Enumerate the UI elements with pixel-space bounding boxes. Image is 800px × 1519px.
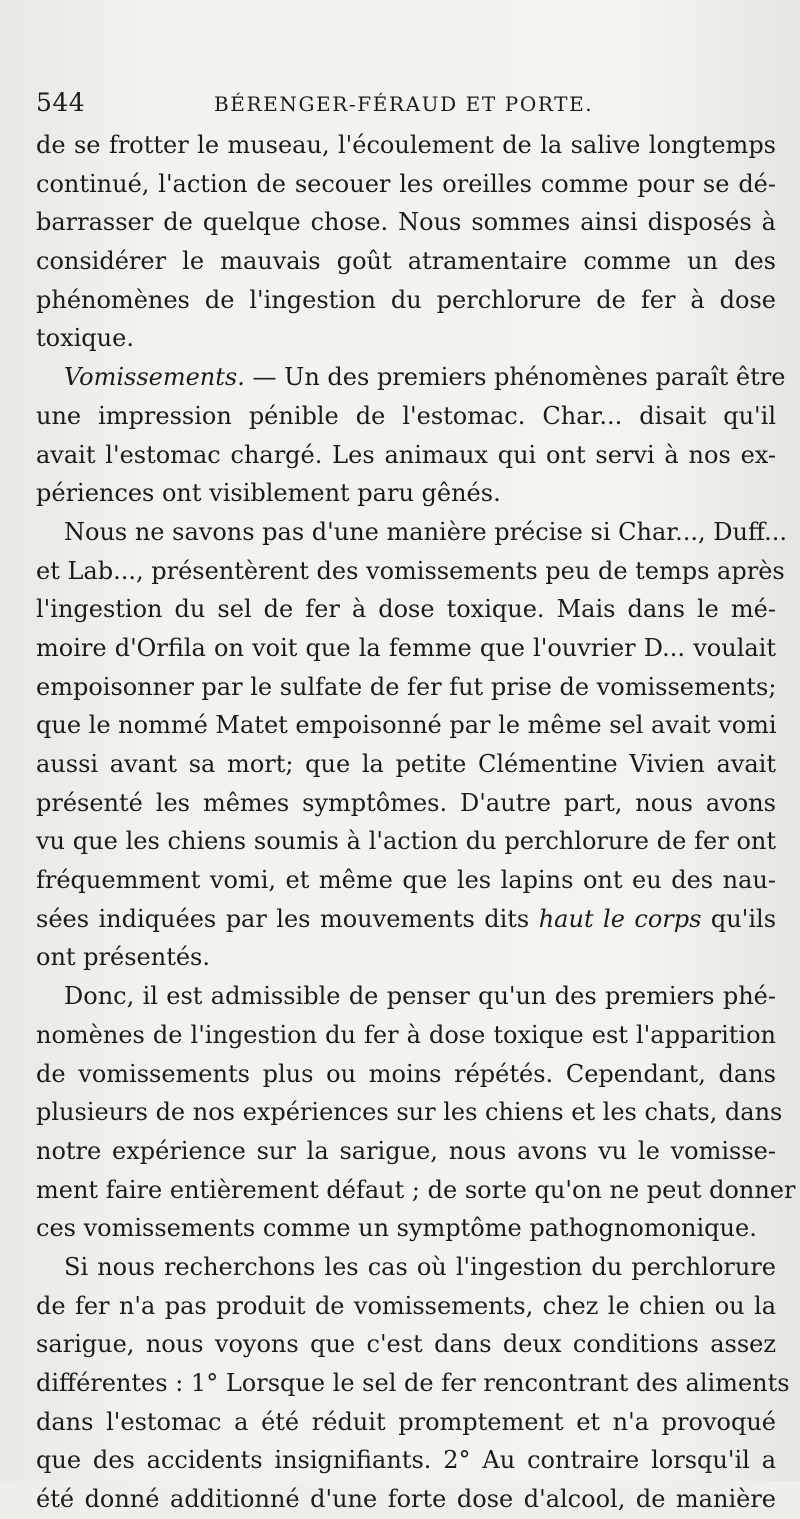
- text-line: empoisonner par le sulfate de fer fut prise de vomissements;: [36, 672, 777, 701]
- text-segment: — Un des premiers phénomènes paraît être: [244, 363, 786, 392]
- text-line: plusieurs de nos expériences sur les chiens et les chats, dans: [36, 1098, 783, 1127]
- text-line: considérer le mauvais goût atramentaire comme un des: [36, 247, 776, 276]
- text-line: aussi avant sa mort; que la petite Clémentine Vivien avait: [36, 750, 776, 778]
- text-line: Nous ne savons pas d'une manière précise si Char..., Duff...: [64, 517, 788, 546]
- page-header: [36, 86, 776, 126]
- text-line: continué, l'action de secouer les oreilles comme pour se dé-: [36, 169, 776, 198]
- text-line: été donné additionné d'une forte dose d'alcool, de manière: [36, 1485, 776, 1514]
- text-line: toxique.: [36, 324, 134, 353]
- text-line: notre expérience sur la sarigue, nous avons vu le vomisse-: [36, 1136, 776, 1165]
- paragraph-2: [36, 358, 786, 513]
- paragraph-1: [36, 126, 776, 358]
- text-line: de se frotter le museau, l'écoulement de la salive longtemps: [36, 131, 776, 159]
- running-head: BÉRENGER-FÉRAUD ET PORTE.: [214, 92, 594, 116]
- text-line: sarigue, nous voyons que c'est dans deux conditions assez: [36, 1330, 776, 1359]
- paragraph-3: [36, 513, 788, 977]
- text-line: ment faire entièrement défaut ; de sorte qu'on ne peut donner: [36, 1175, 796, 1204]
- text-line: de fer n'a pas produit de vomissements, chez le chien ou la: [36, 1291, 776, 1320]
- text-line: moire d'Orfila on voit que la femme que l'ouvrier D... voulait: [36, 633, 776, 662]
- section-heading: Vomissements.: [64, 363, 245, 392]
- text-segment: sées indiquées par les mouvements dits: [36, 904, 539, 933]
- text-line: différentes : 1° Lorsque le sel de fer rencontrant des aliments: [36, 1369, 790, 1397]
- text-line: barrasser de quelque chose. Nous sommes ainsi disposés à: [36, 208, 776, 237]
- text-line: nomènes de l'ingestion du fer à dose toxique est l'apparition: [36, 1020, 776, 1049]
- text-line: fréquemment vomi, et même que les lapins ont eu des nau-: [36, 866, 776, 895]
- text-line: [36, 358, 786, 397]
- text-line: Si nous recherchons les cas où l'ingestion du perchlorure: [64, 1252, 776, 1281]
- paragraph-4: [36, 977, 796, 1248]
- text-line: et Lab..., présentèrent des vomissements peu de temps après: [36, 556, 785, 585]
- text-line: que des accidents insignifiants. 2° Au contraire lorsqu'il a: [36, 1446, 776, 1475]
- text-segment: qu'ils: [701, 904, 777, 933]
- text-line: avait l'estomac chargé. Les animaux qui ont servi à nos ex-: [36, 440, 776, 469]
- text-line: [36, 900, 776, 939]
- text-line: Donc, il est admissible de penser qu'un des premiers phé-: [64, 982, 776, 1011]
- text-line: dans l'estomac a été réduit promptement et n'a provoqué: [36, 1407, 776, 1436]
- text-line: ces vomissements comme un symptôme pathognomonique.: [36, 1214, 757, 1243]
- text-line: vu que les chiens soumis à l'action du perchlorure de fer ont: [36, 827, 776, 856]
- italic-phrase: haut le corps: [538, 904, 702, 933]
- text-line: l'ingestion du sel de fer à dose toxique. Mais dans le mé-: [36, 595, 776, 624]
- body-text: [36, 126, 796, 1519]
- text-line: une impression pénible de l'estomac. Char... disait qu'il: [36, 401, 776, 430]
- text-line: phénomènes de l'ingestion du perchlorure de fer à dose: [36, 285, 776, 314]
- text-line: ont présentés.: [36, 943, 210, 972]
- page-number: 544: [36, 88, 86, 117]
- text-line: périences ont visiblement paru gênés.: [36, 479, 501, 508]
- paragraph-5: [36, 1248, 790, 1519]
- text-line: de vomissements plus ou moins répétés. Cependant, dans: [36, 1059, 776, 1088]
- text-line: que le nommé Matet empoisonné par le même sel avait vomi: [36, 711, 777, 740]
- text-line: présenté les mêmes symptômes. D'autre part, nous avons: [36, 788, 776, 817]
